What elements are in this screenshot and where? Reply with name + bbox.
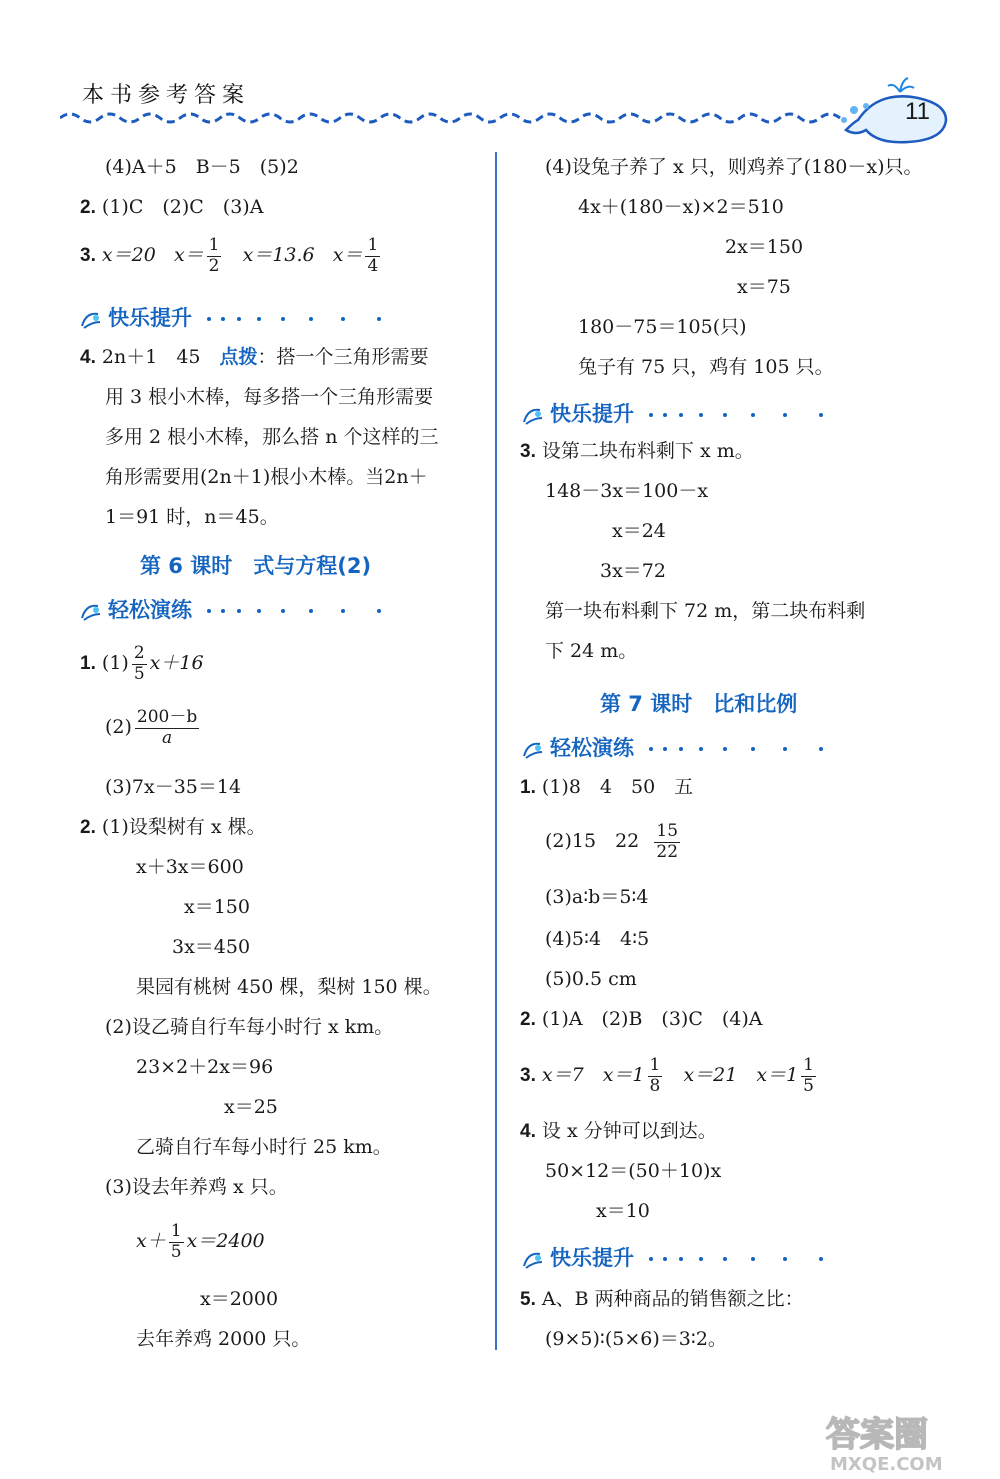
lesson-title: 第 6 课时 式与方程(2) [140,554,372,578]
answer-line: 4. 设 x 分钟可以到达。 [520,1120,717,1142]
answer-line: (2)设乙骑自行车每小时行 x km。 [105,1016,394,1038]
answer-line: 50×12＝(50＋10)x [545,1160,722,1182]
lesson-title: 第 7 课时 比和比例 [600,692,798,716]
sparkle-icon [78,308,104,330]
whale-icon [838,70,958,150]
answer-line: x＝75 [737,276,791,298]
sparkle-icon [520,1248,546,1270]
answer-line: 1. (1) $\frac{2}{5}$ x＋16 [80,643,204,684]
sparkle-icon [520,738,546,760]
answer-line: 4. 2n＋1 45 点拨：搭一个三角形需要 [80,346,429,368]
answer-line: (3)设去年养鸡 x 只。 [105,1176,288,1198]
answer-line: 角形需要用(2n＋1)根小木棒。当2n＋ [105,466,428,488]
wave-divider [60,108,860,128]
watermark-logo [822,1408,992,1474]
answer-line: 多用 2 根小木棒，那么搭 n 个这样的三 [105,426,439,448]
answer-line: 180－75＝105(只) [578,316,747,338]
answer-line: (3)7x－35＝14 [105,776,242,798]
answer-line: x＝25 [224,1096,278,1118]
answer-line: 4x＋(180－x)×2＝510 [578,196,784,218]
answer-line: x＝10 [596,1200,650,1222]
answer-line: 3. 设第二块布料剩下 x m。 [520,440,754,462]
answer-line: x＋ $\frac{1}{5}$ x＝2400 [136,1221,265,1262]
answer-line: (3)a∶b＝5∶4 [545,886,649,908]
answer-line: 下 24 m。 [545,640,638,662]
section-header-kuaile: 快乐提升 [520,1242,835,1272]
answer-line: 3x＝450 [172,936,251,958]
answer-line: (2) $\frac{200-b}{a}$ [105,707,198,748]
answer-line: 用 3 根小木棒，每多搭一个三角形需要 [105,386,434,408]
answer-line: 去年养鸡 2000 只。 [136,1328,311,1350]
answer-line: (2)15 22 $\frac{15}{22}$ [545,821,679,862]
answer-line: 2. (1)设梨树有 x 棵。 [80,816,266,838]
answer-line: x＝24 [612,520,666,542]
column-divider [495,152,497,1350]
section-header-kuaile: 快乐提升 [78,302,393,332]
answer-line: 3. x＝20 x＝ $\frac{1}{2}$ x＝13.6 x＝ $\frac{1}{4}$ [80,235,379,276]
answer-line: 23×2＋2x＝96 [136,1056,274,1078]
answer-line: x＋3x＝600 [136,856,244,878]
section-header-qingsong: 轻松演练 [520,732,835,762]
answer-line: x＝150 [184,896,250,918]
page-header-title: 本书参考答案 [82,83,251,108]
answer-line: (4)5∶4 4∶5 [545,928,650,950]
hint-label: 点拨 [219,346,258,368]
answer-line: 乙骑自行车每小时行 25 km。 [136,1136,392,1158]
answer-line: (4)设兔子养了 x 只，则鸡养了(180－x)只。 [545,156,923,178]
answer-line: 148－3x＝100－x [545,480,709,502]
answer-line: 2. (1)C (2)C (3)A [80,196,264,218]
answer-line: 3. x＝7 x＝1 $\frac{1}{8}$ x＝21 x＝1 $\frac{1}{5}$ [520,1055,814,1096]
answer-line: 5. A、B 两种商品的销售额之比： [520,1288,804,1310]
svg-text:MXQE.COM: MXQE.COM [830,1454,943,1474]
page-number: 11 [905,98,930,125]
answer-line: 1. (1)8 4 50 五 [520,776,694,798]
svg-text:答案圈: 答案圈 [826,1415,928,1455]
answer-line: 兔子有 75 只，鸡有 105 只。 [578,356,834,378]
answer-line: (4)A＋5 B－5 (5)2 [105,156,299,178]
sparkle-icon [520,404,546,426]
sparkle-icon [78,600,104,622]
answer-line: 第一块布料剩下 72 m，第二块布料剩 [545,600,866,622]
answer-line: 果园有桃树 450 棵，梨树 150 棵。 [136,976,442,998]
answer-line: (9×5)∶(5×6)＝3∶2。 [545,1328,727,1350]
answer-line: x＝2000 [200,1288,279,1310]
answer-line: 3x＝72 [600,560,666,582]
section-header-kuaile: 快乐提升 [520,398,835,428]
answer-line: 2x＝150 [725,236,804,258]
answer-line: 1＝91 时，n＝45。 [105,506,279,528]
answer-line: (5)0.5 cm [545,968,637,990]
answer-line: 2. (1)A (2)B (3)C (4)A [520,1008,763,1030]
section-header-qingsong: 轻松演练 [78,594,393,624]
